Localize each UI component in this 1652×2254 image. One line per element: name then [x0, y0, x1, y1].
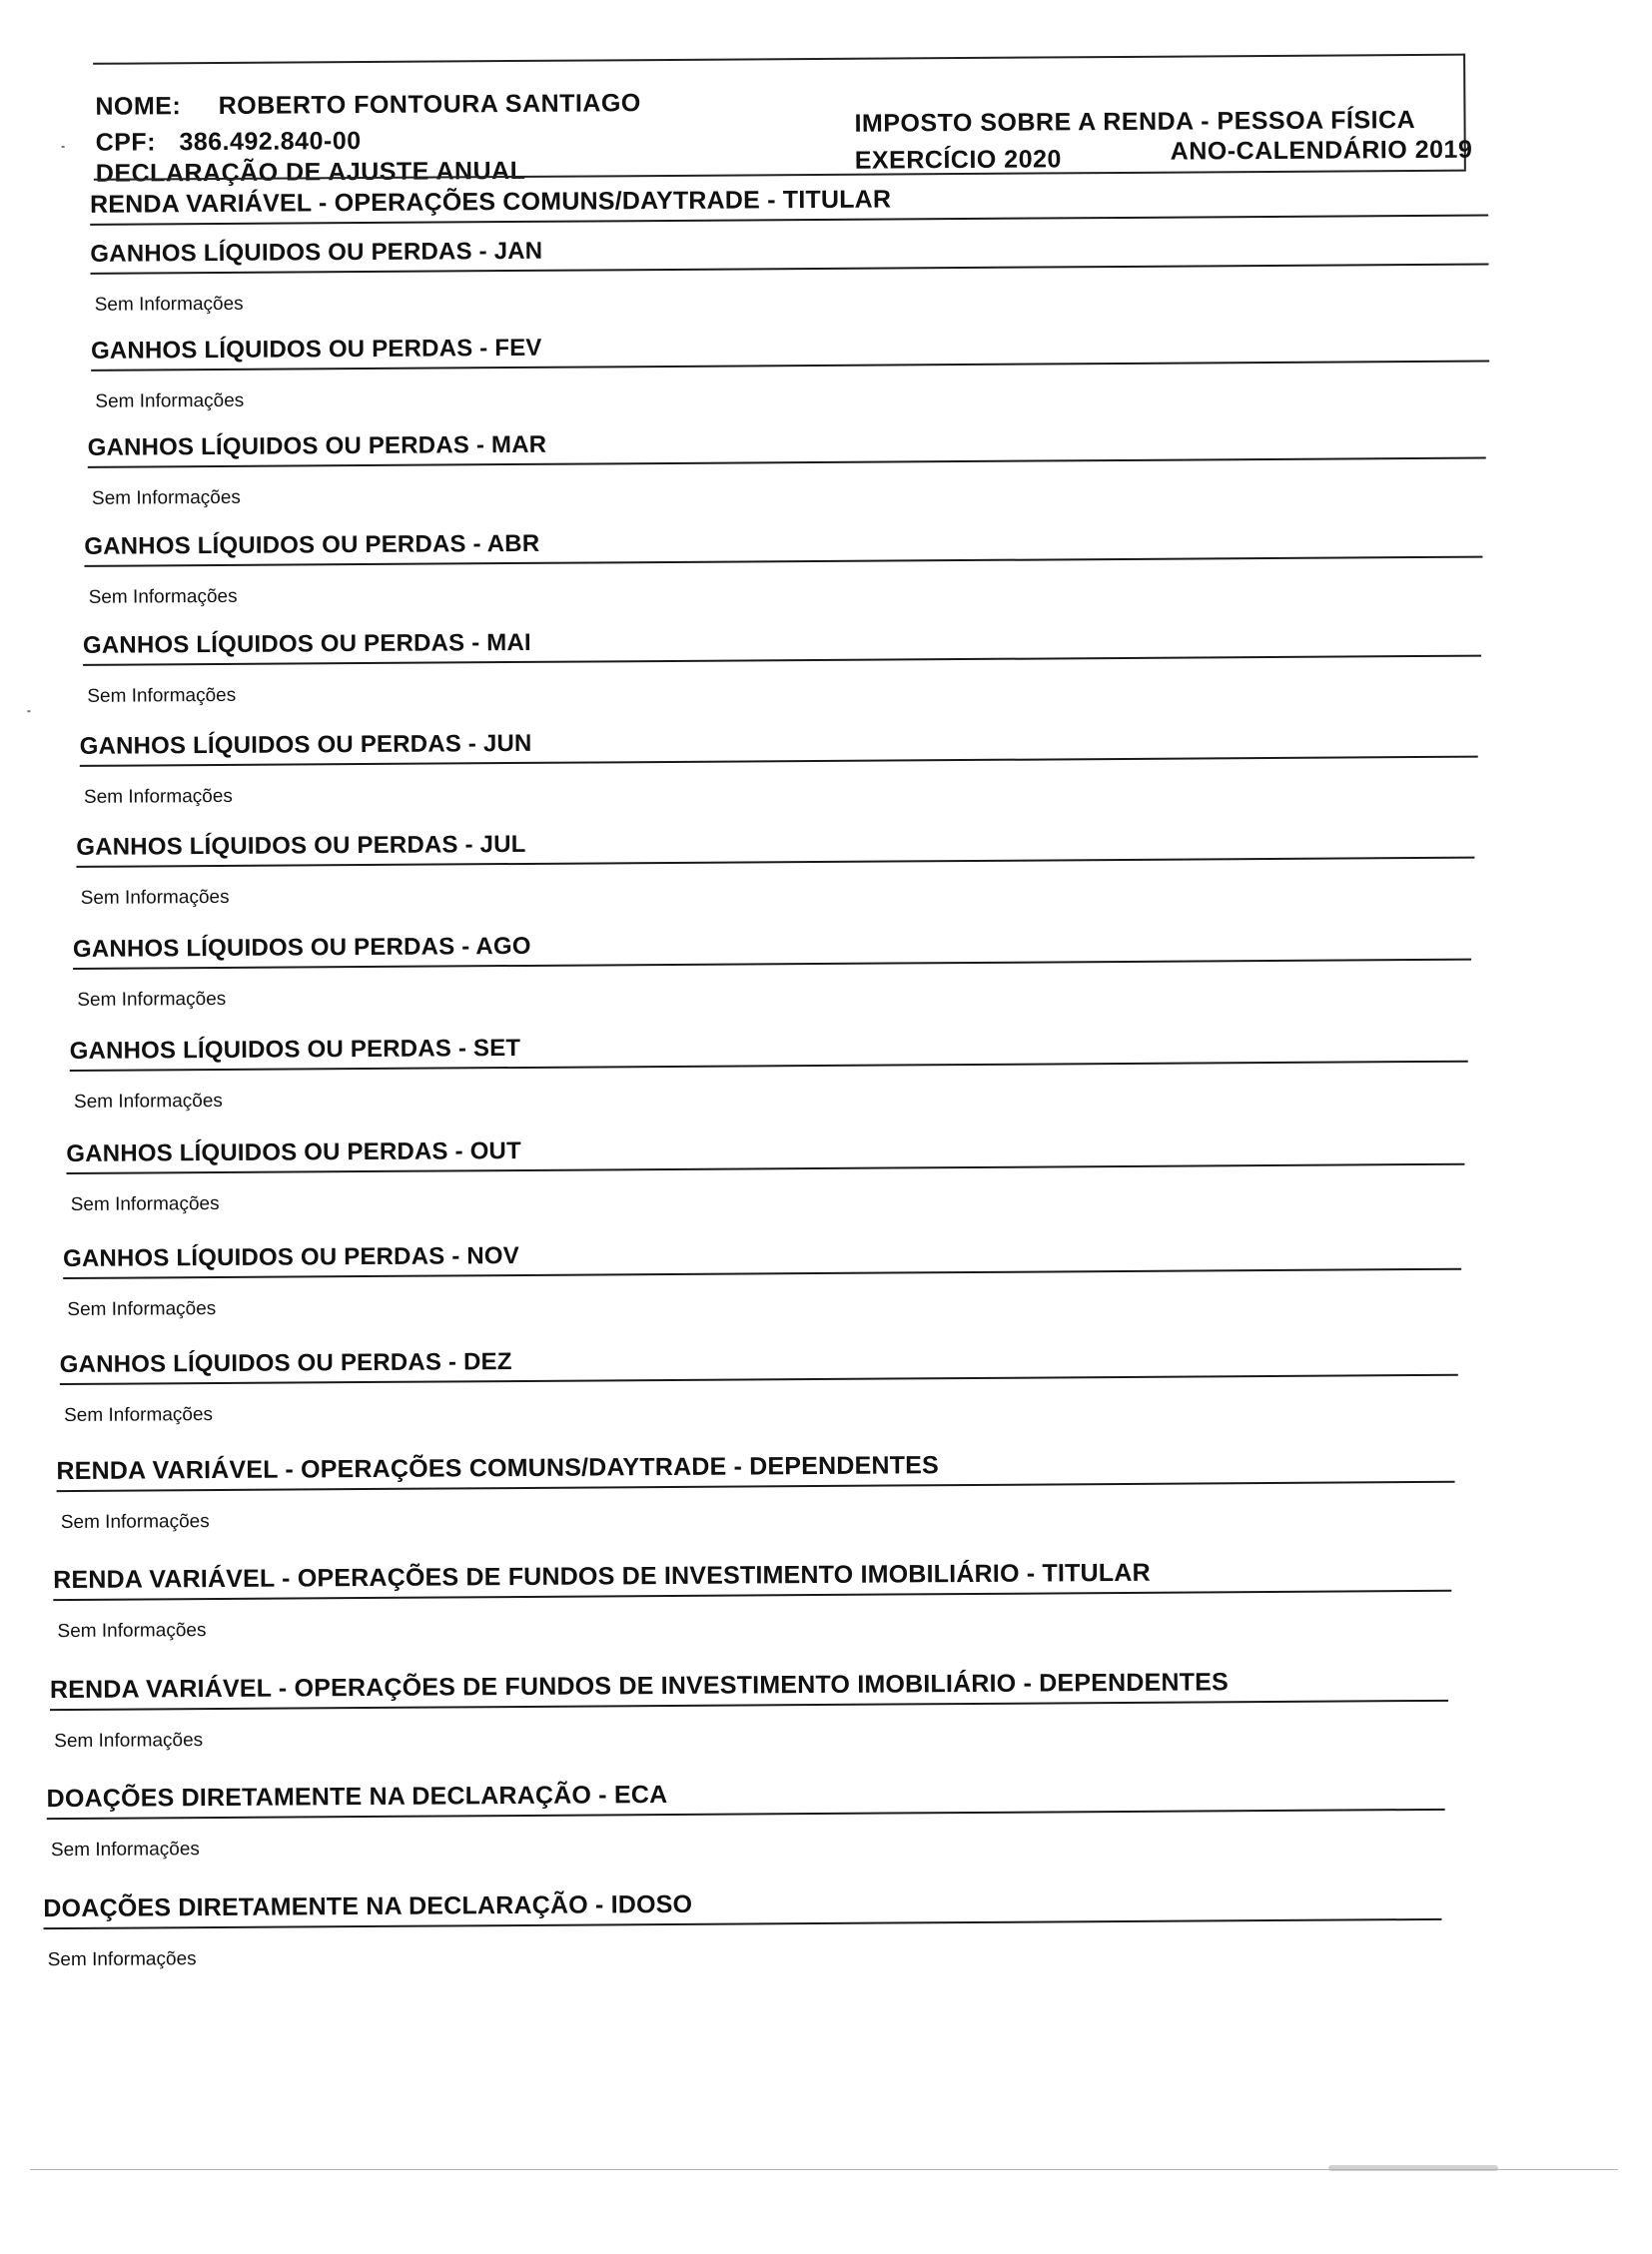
section-body: Sem Informações — [54, 1730, 204, 1753]
section-title: DOAÇÕES DIRETAMENTE NA DECLARAÇÃO - IDOSO — [43, 1885, 1441, 1929]
section-doacoes-eca — [47, 1776, 1445, 1862]
section-title: GANHOS LÍQUIDOS OU PERDAS - AGO — [73, 927, 1471, 970]
section-fev — [91, 329, 1489, 413]
cpf-label: CPF: — [95, 128, 157, 157]
nome-value: ROBERTO FONTOURA SANTIAGO — [218, 89, 641, 120]
section-title: GANHOS LÍQUIDOS OU PERDAS - ABR — [84, 524, 1482, 567]
section-body: Sem Informações — [83, 785, 233, 808]
section-doacoes-idoso — [43, 1885, 1441, 1971]
exercicio: EXERCÍCIO 2020 — [854, 145, 1062, 175]
cpf-value: 386.492.840-00 — [179, 127, 362, 157]
nome-label: NOME: — [95, 92, 182, 121]
section-body: Sem Informações — [91, 486, 241, 509]
section-body: Sem Informações — [57, 1620, 207, 1643]
section-title: GANHOS LÍQUIDOS OU PERDAS - JAN — [90, 232, 1488, 275]
section-nov — [63, 1236, 1461, 1321]
section-fii-titular — [53, 1557, 1451, 1643]
section-set — [70, 1029, 1468, 1114]
tax-title: IMPOSTO SOBRE A RENDA - PESSOA FÍSICA — [854, 106, 1416, 138]
section-out — [66, 1131, 1464, 1216]
section-title: DOAÇÕES DIRETAMENTE NA DECLARAÇÃO - ECA — [47, 1776, 1445, 1820]
section-abr — [84, 524, 1482, 609]
section-title: GANHOS LÍQUIDOS OU PERDAS - SET — [70, 1029, 1468, 1072]
section-fii-dependentes — [50, 1667, 1448, 1753]
section-body: Sem Informações — [73, 1090, 223, 1113]
section-body: Sem Informações — [67, 1298, 217, 1320]
nome-row — [95, 89, 641, 122]
section-title: GANHOS LÍQUIDOS OU PERDAS - MAR — [88, 425, 1486, 468]
section-body: Sem Informações — [95, 389, 245, 412]
section-ago — [73, 927, 1471, 1012]
section-body: Sem Informações — [50, 1839, 200, 1862]
section-title: RENDA VARIÁVEL - OPERAÇÕES COMUNS/DAYTRADE - TITULAR — [90, 182, 1488, 226]
section-title: RENDA VARIÁVEL - OPERAÇÕES DE FUNDOS DE INVESTIMENTO IMOBILIÁRIO - TITULAR — [53, 1557, 1451, 1601]
section-jun — [80, 724, 1478, 809]
section-body: Sem Informações — [88, 585, 238, 608]
section-title: GANHOS LÍQUIDOS OU PERDAS - DEZ — [60, 1342, 1458, 1385]
scan-speck — [62, 146, 65, 148]
declaration-title: DECLARAÇÃO DE AJUSTE ANUAL — [95, 156, 526, 188]
section-body: Sem Informações — [60, 1511, 210, 1534]
section-body: Sem Informações — [64, 1404, 214, 1427]
section-title: GANHOS LÍQUIDOS OU PERDAS - JUL — [76, 825, 1474, 868]
section-body: Sem Informações — [47, 1948, 197, 1971]
section-body: Sem Informações — [87, 684, 237, 707]
scan-speck — [27, 710, 30, 712]
scan-smudge — [1328, 2165, 1498, 2171]
section-title: RENDA VARIÁVEL - OPERAÇÕES DE FUNDOS DE INVESTIMENTO IMOBILIÁRIO - DEPENDENTES — [50, 1667, 1448, 1711]
section-mai — [83, 623, 1481, 708]
section-jul — [76, 825, 1474, 910]
section-title: GANHOS LÍQUIDOS OU PERDAS - FEV — [91, 329, 1489, 372]
ano-calendario: ANO-CALENDÁRIO 2019 — [1170, 135, 1473, 166]
section-rv-titular — [90, 182, 1488, 226]
section-jan — [90, 232, 1488, 317]
section-title: GANHOS LÍQUIDOS OU PERDAS - MAI — [83, 623, 1481, 666]
section-mar — [88, 425, 1486, 510]
section-title: GANHOS LÍQUIDOS OU PERDAS - JUN — [80, 724, 1478, 767]
cpf-row — [96, 127, 362, 158]
section-rv-dependentes — [56, 1448, 1454, 1534]
section-title: GANHOS LÍQUIDOS OU PERDAS - OUT — [66, 1131, 1464, 1174]
section-body: Sem Informações — [70, 1192, 220, 1215]
section-title: GANHOS LÍQUIDOS OU PERDAS - NOV — [63, 1236, 1461, 1279]
section-body: Sem Informações — [94, 293, 244, 316]
section-title: RENDA VARIÁVEL - OPERAÇÕES COMUNS/DAYTRADE - DEPENDENTES — [56, 1448, 1454, 1492]
section-body: Sem Informações — [77, 988, 227, 1011]
section-dez — [60, 1342, 1458, 1427]
section-body: Sem Informações — [80, 886, 230, 909]
